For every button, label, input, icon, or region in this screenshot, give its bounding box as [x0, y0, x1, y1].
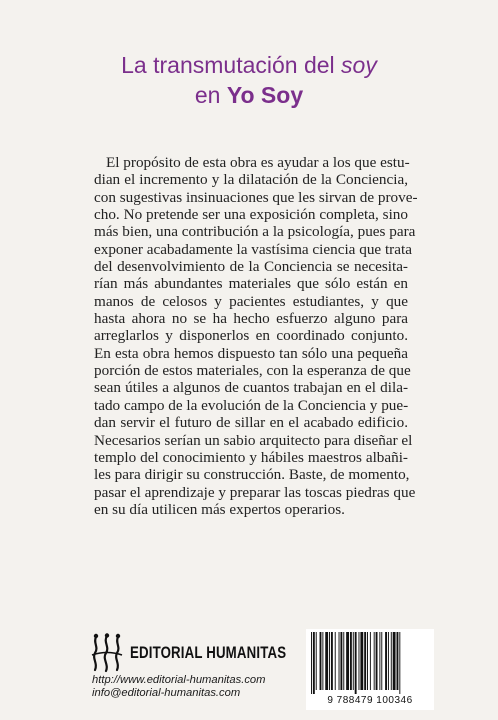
synopsis-line: con sugestivas insinuaciones que les sirvan de prove- [94, 188, 418, 206]
barcode-bar [393, 632, 396, 690]
barcode-bar [340, 632, 342, 690]
barcode-bars [309, 632, 431, 694]
barcode-bar [346, 632, 349, 690]
barcode-bar [379, 632, 380, 690]
barcode-bar [343, 632, 344, 690]
barcode-bar [353, 632, 354, 690]
synopsis-line: sean útiles a algunos de cuantos trabajan en el dila- [94, 379, 408, 397]
synopsis-line: templo del conocimiento y hábiles maestros albañi- [94, 448, 408, 466]
title-line-2 [0, 80, 498, 110]
barcode-bar [329, 632, 330, 690]
barcode-bar [360, 632, 363, 690]
synopsis-line: tado campo de la evolución de la Conciencia y pue- [94, 396, 409, 414]
barcode-bar [311, 632, 312, 694]
publisher-website[interactable]: http://www.editorial-humanitas.com [92, 674, 266, 686]
publisher-contact [92, 674, 265, 699]
barcode-bar [397, 632, 399, 690]
barcode-bar [391, 632, 392, 690]
synopsis-line: les para dirigir su construcción. Baste, de momento, [94, 466, 410, 484]
barcode-bar [359, 632, 360, 690]
synopsis-line: En esta obra hemos dispuesto tan sólo una pequeña [94, 344, 408, 362]
synopsis-line: dan servir el futuro de sillar en el acabado edificio. [94, 414, 408, 432]
barcode-bar [367, 632, 368, 690]
title-text: en [194, 82, 227, 108]
book-title [0, 50, 498, 110]
isbn-barcode [306, 629, 434, 710]
title-line-1 [0, 50, 498, 80]
barcode-bar [335, 632, 336, 690]
barcode-bar [325, 632, 328, 690]
barcode-bar [376, 632, 378, 690]
synopsis-line: porción de estos materiales, con la esperanza de que [94, 362, 411, 380]
title-text: La transmutación del [121, 52, 342, 78]
synopsis-line: hasta ahora no se ha hecho esfuerzo alguno para [94, 310, 408, 328]
barcode-bar [355, 632, 357, 694]
synopsis-line: arreglarlos y disponerlos en coordinado conjunto. [94, 327, 408, 345]
synopsis-line: del desenvolvimiento de la Conciencia se necesita- [94, 258, 408, 276]
synopsis-line: rían más abundantes materiales que sólo están en [94, 275, 408, 293]
synopsis-line: en su día utilicen más expertos operarios. [94, 500, 345, 518]
title-italic-word: soy [341, 52, 377, 78]
publisher-name: EDITORIAL HUMANITAS [130, 643, 287, 662]
synopsis-paragraph [94, 154, 418, 518]
barcode-bar [339, 632, 340, 690]
synopsis-line: dian el incremento y la dilatación de la Conciencia, [94, 171, 408, 189]
barcode-bar [374, 632, 375, 690]
barcode-bar [322, 632, 323, 690]
barcode-bar [316, 632, 317, 690]
barcode-bar [399, 632, 400, 694]
synopsis-line: exponer acabadamente la vastísima ciencia que trata [94, 240, 412, 258]
barcode-bar [331, 632, 333, 690]
publisher-block [86, 625, 286, 715]
synopsis-line: El propósito de esta obra es ayudar a los que estu- [106, 154, 410, 171]
publisher-logo-icon [90, 633, 124, 673]
barcode-bar [370, 632, 371, 690]
barcode-bar [388, 632, 389, 690]
barcode-bar [320, 632, 322, 690]
barcode-bar [313, 632, 315, 694]
synopsis-line: Necesarios serían un sabio arquitecto para diseñar el [94, 431, 413, 449]
synopsis-line: cho. No pretende ser una exposición completa, sino [94, 206, 408, 224]
barcode-bar [364, 632, 366, 690]
barcode-bar [381, 632, 382, 690]
synopsis-line: pasar el aprendizaje y preparar las toscas piedras que [94, 483, 416, 501]
title-bold-words: Yo Soy [226, 82, 304, 108]
publisher-email[interactable]: info@editorial-humanitas.com [92, 686, 241, 699]
synopsis-line: manos de celosos y pacientes estudiantes, y que [94, 292, 408, 310]
barcode-bar [350, 632, 352, 690]
isbn-number: 9 788479 100346 [327, 695, 413, 706]
barcode-bar [385, 632, 387, 690]
synopsis-line: más bien, una contribución a la psicología, pues para [94, 223, 416, 241]
